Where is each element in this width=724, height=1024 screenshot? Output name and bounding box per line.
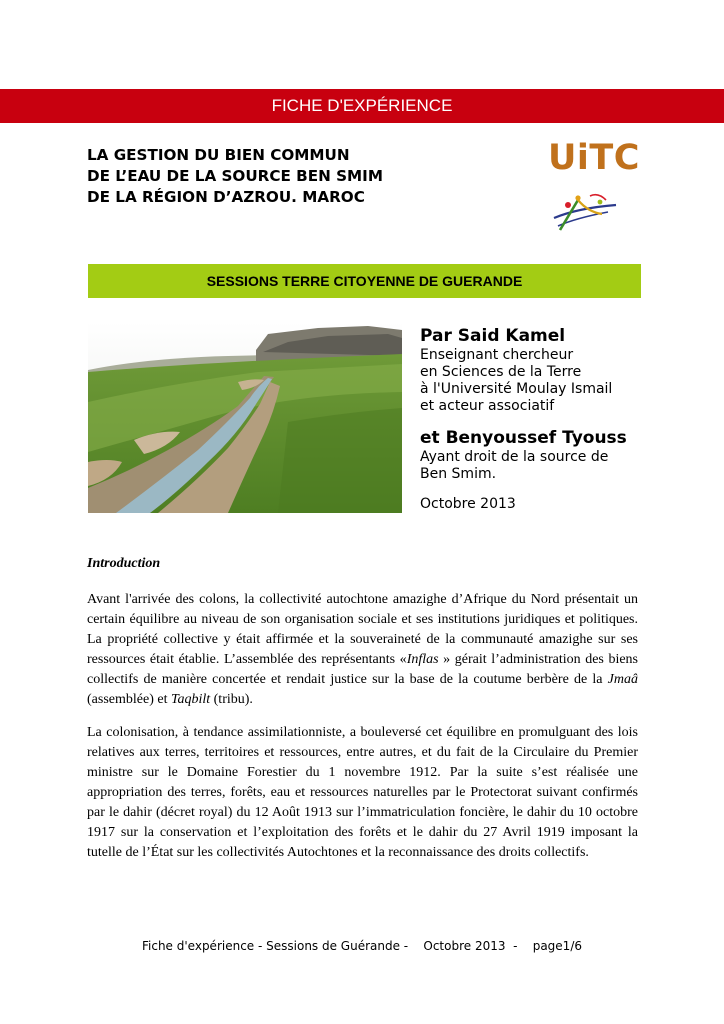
uitc-logo-text: UiTC: [548, 138, 640, 178]
paragraph-2: La colonisation, à tendance assimilationniste, a bouleversé cet équilibre en promulguant des lois relatives aux terres, territoires et ressources, entre autres, et du fait de la Circulaire du Premier ministre sur le Domaine Forestier du 1 novembre 1912. Par la suite s’est réalisée une appropriation des terres, forêts, eau et ressources naturelles par le Protectorat suivant confirmés par le dahir (décret royal) du 12 Août 1913 sur l’immatriculation foncière, le dahir du 10 octobre 1917 sur la conservation et l’exploitation des forêts et le dahir du 27 Avril 1919 imposant la tutelle de l’État sur les collectivités Autochtones et la reconnaissance des droits collectifs.: [87, 725, 638, 860]
introduction-heading: Introduction: [87, 556, 161, 571]
author-role-line: et acteur associatif: [420, 398, 555, 414]
author-block: [420, 326, 660, 513]
author-role-line: Ayant droit de la source de: [420, 449, 609, 465]
page-footer: Fiche d'expérience - Sessions de Guérande - Octobre 2013 - page1/6: [141, 939, 582, 953]
author-name-2: et Benyoussef Tyouss: [420, 428, 627, 448]
session-bar: SESSIONS TERRE CITOYENNE DE GUERANDE: [88, 264, 641, 298]
title-line-1: LA GESTION DU BIEN COMMUN: [87, 146, 350, 164]
document-title: [87, 145, 507, 208]
paragraph-1: Avant l'arrivée des colons, la collectivité autochtone amazighe d’Afrique du Nord présentait un certain équilibre au niveau de son organisation sociale et ses institutions juridiques et politiques. La propriété collective y était affirmée et la souveraineté de la communauté amazighe sur ses ressources était établie. L’assemblée des représentants «Inflas » gérait l’administration des biens collectifs de manière concertée et rendait justice sur la base de la coutume berbère de la Jmaâ (assemblée) et Taqbilt (tribu).: [87, 592, 638, 707]
author-name-1: Par Said Kamel: [420, 326, 566, 346]
uitc-logo-icon: [548, 188, 628, 233]
term-taqbilt: Taqbilt: [170, 692, 211, 707]
author-role-line: Ben Smim.: [420, 466, 497, 482]
author-role-line: à l'Université Moulay Ismail: [420, 381, 613, 397]
document-date: Octobre 2013: [420, 496, 516, 512]
term-inflas: Inflas: [406, 652, 439, 667]
author-role-line: en Sciences de la Terre: [420, 364, 582, 380]
title-line-3: DE LA RÉGION D’AZROU. MAROC: [87, 188, 365, 206]
term-jmaa: Jmaâ: [607, 672, 638, 687]
author-role-line: Enseignant chercheur: [420, 347, 574, 363]
title-line-2: DE L’EAU DE LA SOURCE BEN SMIM: [87, 167, 383, 185]
irrigation-canal-photo: [88, 322, 402, 513]
document-banner: FICHE D'EXPÉRIENCE: [0, 89, 724, 123]
